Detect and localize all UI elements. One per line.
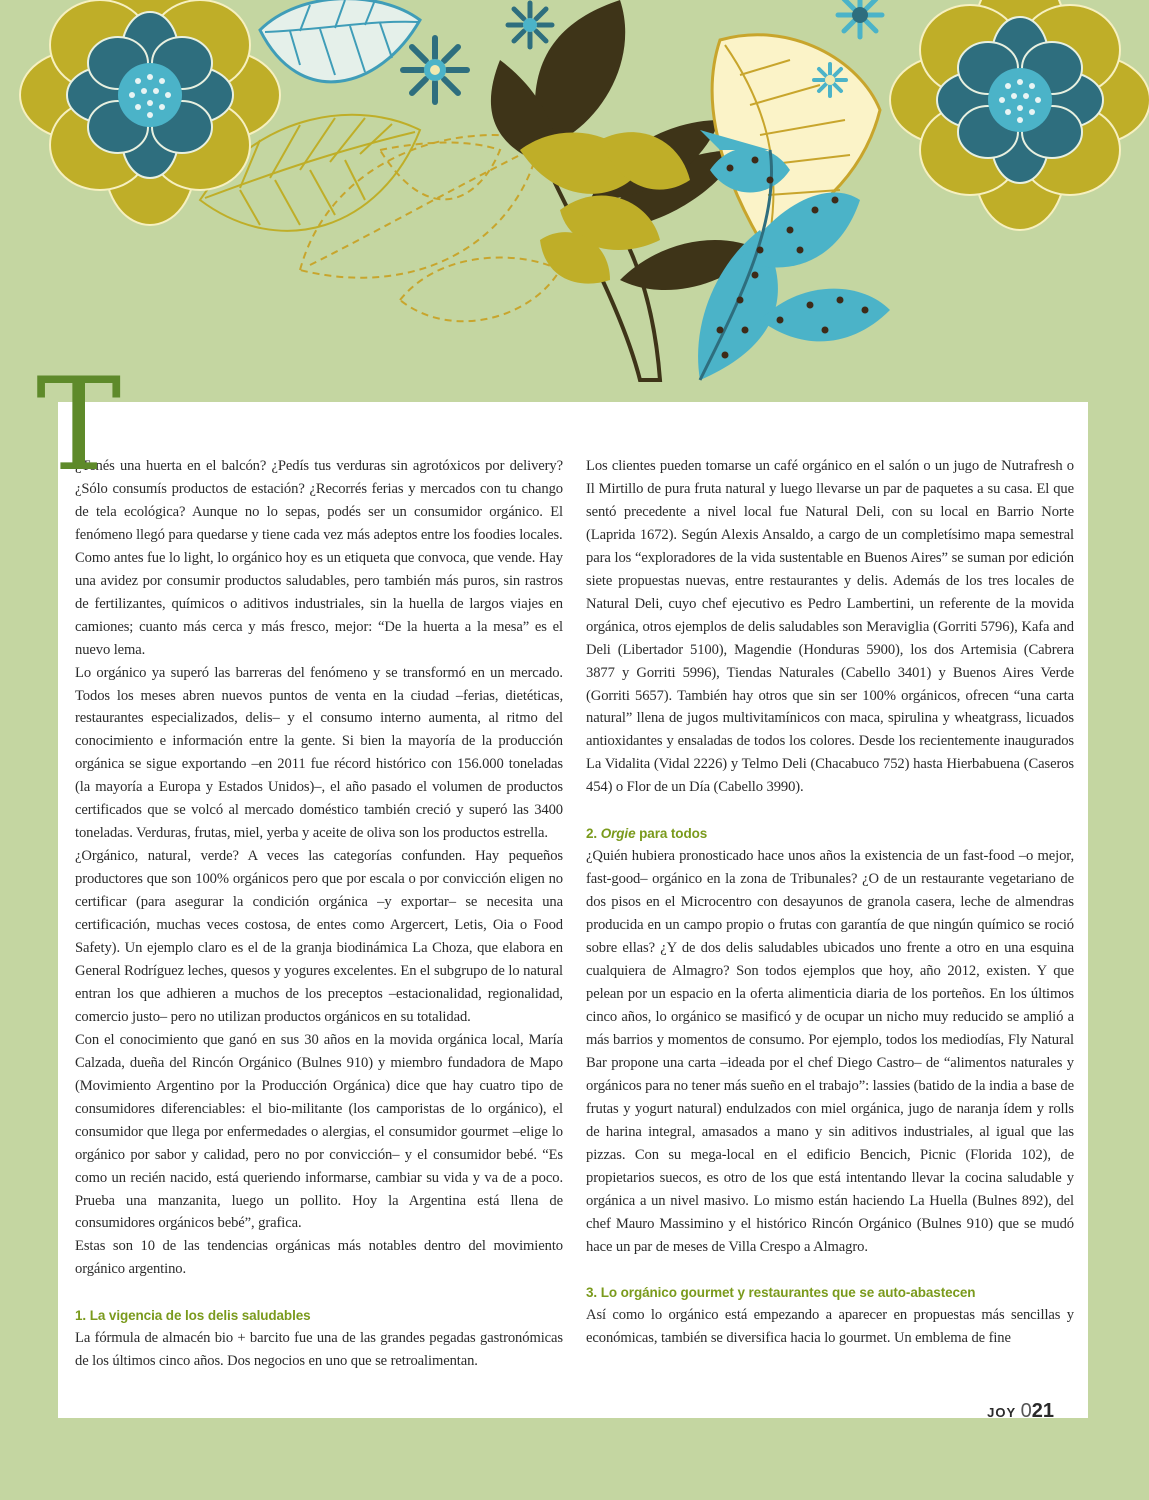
paragraph: ¿Tenés una huerta en el balcón? ¿Pedís tus verduras sin agrotóxicos por delivery? ¿Sólo consumís productos de estación? ¿Recorrés ferias y mercados con tu chango de tela ecológica? Aunque no lo sepas, podés ser un consumidor orgánico. El fenómeno llegó para quedarse y tiene cada vez más adeptos entre los foodies locales.	[75, 458, 563, 543]
page-folio	[904, 1400, 1054, 1423]
right-flower-icon	[890, 0, 1149, 230]
paragraph: ¿Orgánico, natural, verde? A veces las categorías confunden. Hay pequeños productores que son 100% orgánicos pero que por escala o por convicción eligen no certificar (para asegurar la condición orgánica –y exportar– se necesita una certificación, muchas veces costosa, de entes como Argercert, Letis, Oia o Food Safety). Un ejemplo claro es el de la granja biodinámica La Choza, que elabora en General Rodríguez leches, quesos y yogures excelentes. En el subgrupo de lo natural entran los que adhieren a muchos de los preceptos –estacionalidad, regionalidad, comercio justo– pero no utilizan productos orgánicos en su totalidad.	[75, 848, 563, 1025]
magazine-brand: JOY	[987, 1405, 1017, 1420]
page-number: 021	[1020, 1400, 1054, 1422]
small-daisy-icon	[508, 3, 552, 47]
floral-illustration	[0, 0, 1149, 400]
paragraph: Lo orgánico ya superó las barreras del fenómeno y se transformó en un mercado. Todos los meses abren nuevos puntos de venta en la ciudad –ferias, dietéticas, restaurantes especializados, delis– y el consumo interno aumenta, al ritmo del conocimiento e información entre la gente. Si bien la mayoría de la producción orgánica se sigue exportando –en 2011 fue récord histórico con 156.000 toneladas (la mayoría a Europa y Estados Unidos)–, el año pasado el volumen de productos certificados que se volcó al mercado doméstico también creció y superó las 3400 toneladas. Verduras, frutas, miel, yerba y aceite de oliva son los productos estrella.	[75, 664, 563, 842]
section-heading: 1. La vigencia de los delis saludables	[75, 1308, 311, 1324]
small-daisy-icon	[838, 0, 882, 37]
small-daisy-icon	[814, 64, 846, 96]
section-heading: 3. Lo orgánico gourmet y restaurantes que se auto-abastecen	[586, 1285, 976, 1301]
paragraph: Los clientes pueden tomarse un café orgánico en el salón o un jugo de Nutrafresh o Il Mirtillo de pura fruta natural y luego llevarse un par de paquetes a su casa. El que sentó precedente a nivel local fue Natural Deli, con su local en Barrio Norte (Laprida 1672). Según Alexis Ansaldo, a cargo de un completísimo mapa semestral para los “exploradores de la vida sustentable en Buenos Aires” se suman por edición siete propuestas nuevas, entre restaurantes y delis. Además de los tres locales de Natural Deli, cuyo chef ejecutivo es Pedro Lambertini, un referente de la movida orgánica, otros ejemplos de delis saludables son Meraviglia (Gorriti 5796), Kafa and Deli (Libertador 5100), Magendie (Honduras 5900), los dos Artemisia (Cabrera 3877 y Gorriti 5996), Tiendas Naturales (Cabello 3401) y Buenos Aires Verde (Gorriti 5657). También hay otros que sin ser 100% orgánicos, ofrecen “una carta natural” llena de jugos multivitamínicos con maca, spirulina y wheatgrass, licuados antioxidantes y ensaladas de todos los colores. Desde los recientemente inaugurados La Vidalita (Vidal 2226) y Telmo Deli (Chacabuco 752) hasta Hierbabuena (Caseros 454) o Flor de un Día (Cabello 3990).	[586, 458, 1074, 796]
section-heading: 2. Orgie para todos	[586, 826, 708, 842]
paragraph: La fórmula de almacén bio + barcito fue una de las grandes pegadas gastronómicas de los últimos cinco años. Dos negocios en uno que se retroalimentan.	[75, 1330, 563, 1370]
paragraph: ¿Quién hubiera pronosticado hace unos años la existencia de un fast-food –o mejor, fast-good– orgánico en la zona de Tribunales? ¿O de un restaurante vegetariano de dos pisos en el Microcentro con desayunos de granola casera, leche de almendras producida en un campo propio o frutas con garantía de que ningún químico se roció sobre ellas? ¿Y de dos delis saludables ubicados uno frente a otro en una esquina cualquiera de Almagro? Son todos ejemplos que hoy, año 2012, existen. Y que pelean por un espacio en la oferta alimenticia diaria de los porteños. En los últimos cinco años, lo orgánico se masificó y de ocupar un nicho muy reducido se amplió a más barrios y momentos de consumo. Por ejemplo, todos los mediodías, Fly Natural Bar propone una carta –ideada por el chef Diego Castro– de “alimentos naturales y orgánicos para no tener más sueño en el trabajo”: lassies (batido de la india a base de frutas y yogurt natural) endulzados con miel orgánica, jugo de naranja ídem y rolls de harina integral, amasados a mano y sin aditivos industriales, al igual que las pizzas. Con su mega-local en el edificio Bencich, Picnic (Florida 102), de propietarios suecos, es otro de los que está intentando llevar la cocina saludable y orgánica a un nivel masivo. Lo mismo están haciendo La Huella (Bulnes 892), del chef Mauro Massimino y el histórico Rincón Orgánico (Bulnes 910) que se mudó hace un par de meses de Villa Crespo a Almagro.	[586, 848, 1074, 1255]
paragraph: Con el conocimiento que ganó en sus 30 años en la movida orgánica local, María Calzada, dueña del Rincón Orgánico (Bulnes 910) y miembro fundadora de Mapo (Movimiento Argentino por la Producción Orgánica) dice que hay cuatro tipo de consumidores diferenciables: el bio-militante (los camporistas de lo orgánico), el consumidor que llega por enfermedades o alergias, el consumidor gourmet –elige lo orgánico por sabor y calidad, pero no por convicción– y el consumidor bebé. “Es como un recién nacido, está queriendo informarse, cambiar su vida y va de a poco. Prueba una manzanita, luego un pollito. Hoy la Argentina está llena de consumidores orgánicos bebé”, grafica.	[75, 1031, 563, 1232]
paragraph: Como antes fue lo light, lo orgánico hoy es un etiqueta que convoca, que vende. Hay una avidez por consumir productos saludables, pero también más puros, sin rastros de fertilizantes, químicos o aditivos industriales, sin la huella de largos viajes en camiones; cuanto más cerca y más fresco, mejor: “De la huerta a la mesa” es el nuevo lema.	[75, 549, 563, 658]
paragraph: Estas son 10 de las tendencias orgánicas más notables dentro del movimiento orgánico argentino.	[75, 1238, 563, 1278]
small-daisy-icon	[403, 38, 467, 102]
paragraph: Así como lo orgánico está empezando a aparecer en propuestas más sencillas y económicas, también se diversifica hacia lo gourmet. Un emblema de fine	[586, 1307, 1074, 1347]
dashed-leaf-outline-icon	[300, 135, 560, 321]
drop-cap: T	[36, 351, 122, 500]
left-column	[75, 455, 563, 1373]
teal-leaf-icon	[260, 0, 420, 82]
right-column	[586, 455, 1074, 1350]
